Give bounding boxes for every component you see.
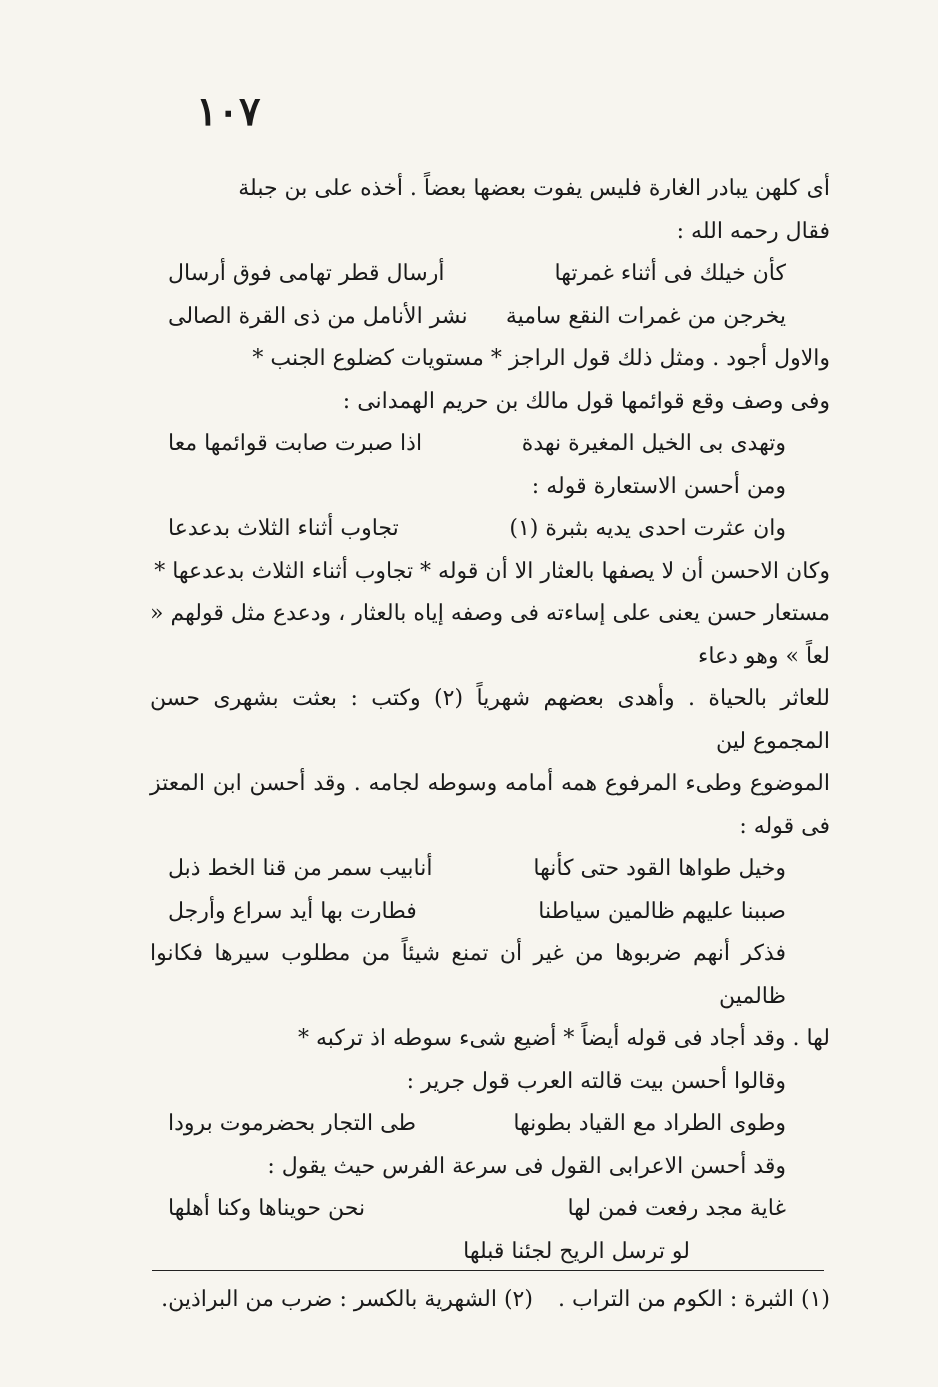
- page-number: ١٠٧: [196, 88, 261, 135]
- verse-line: [150, 891, 830, 934]
- verse-first-hemistich: وطوى الطراد مع القياد بطونها: [513, 1111, 786, 1136]
- prose-line: وفى وصف وقع قوائمها قول مالك بن حريم الهمدانى :: [342, 388, 830, 414]
- prose-line: الموضوع وطىء المرفوع همه أمامه وسوطه لجامه . وقد أحسن ابن المعتز فى قوله :: [150, 771, 830, 839]
- verse-second-hemistich: طى التجار بحضرموت برودا: [168, 1111, 417, 1136]
- prose-line: أى كلهن يبادر الغارة فليس يفوت بعضها بعضاً . أخذه على بن جبلة: [238, 176, 830, 201]
- verse-line: [150, 1231, 830, 1274]
- verse-line: [150, 508, 830, 551]
- verse-line: [150, 296, 830, 339]
- verse-first-hemistich: وتهدى بى الخيل المغيرة نهدة: [521, 431, 786, 456]
- verse-line: [150, 423, 830, 466]
- verse-second-hemistich: نحن حويناها وكنا أهلها: [168, 1196, 366, 1221]
- verse-second-hemistich: أنابيب سمر من قنا الخط ذبل: [168, 856, 433, 881]
- verse-line: [150, 1103, 830, 1146]
- verse-line: [150, 253, 830, 296]
- verse-first-hemistich: وان عثرت احدى يديه بثبرة (١): [509, 516, 786, 541]
- prose-line: وقالوا أحسن بيت قالته العرب قول جرير :: [406, 1068, 786, 1094]
- verse-line: [150, 1188, 830, 1231]
- verse-line: [150, 848, 830, 891]
- verse-first-hemistich: غاية مجد رفعت فمن لها: [567, 1196, 786, 1221]
- footnotes: [150, 1280, 830, 1320]
- verse-first-hemistich: صببنا عليهم ظالمين سياطنا: [538, 898, 786, 924]
- verse-first-hemistich: يخرجن من غمرات النقع سامية: [505, 303, 786, 329]
- verse-second-hemistich: اذا صبرت صابت قوائمها معا: [168, 431, 423, 456]
- verse-first-hemistich: وخيل طواها القود حتى كأنها: [533, 856, 786, 881]
- body-text: [150, 168, 830, 1273]
- verse-second-hemistich: فطارت بها أيد سراع وأرجل: [168, 898, 417, 924]
- footnote-rule: [152, 1270, 824, 1271]
- verse-second-hemistich: تجاوب أثناء الثلاث بدعدعا: [168, 516, 399, 541]
- footnote-1: (١) الثبرة : الكوم من التراب .: [557, 1287, 830, 1312]
- prose-line: وكان الاحسن أن لا يصفها بالعثار الا أن قوله * تجاوب أثناء الثلاث بدعدعها *: [154, 558, 830, 584]
- prose-line: فذكر أنهم ضربوها من غير أن تمنع شيئاً من مطلوب سيرها فكانوا ظالمين: [150, 941, 786, 1009]
- prose-line: وقد أحسن الاعرابى القول فى سرعة الفرس حيث يقول :: [267, 1153, 786, 1179]
- verse-second-hemistich: أرسال قطر تهامى فوق أرسال: [168, 261, 445, 286]
- verse-hemistich: لو ترسل الريح لجئنا قبلها: [463, 1238, 690, 1264]
- prose-line: مستعار حسن يعنى على إساءته فى وصفه إياه بالعثار ، ودعدع مثل قولهم « لعاً » وهو دعاء: [150, 601, 830, 669]
- verse-first-hemistich: كأن خيلك فى أثناء غمرتها: [554, 261, 786, 286]
- prose-line: للعاثر بالحياة . وأهدى بعضهم شهرياً (٢) وكتب : بعثت بشهرى حسن المجموع لين: [150, 686, 830, 754]
- prose-line: والاول أجود . ومثل ذلك قول الراجز * مستويات كضلوع الجنب *: [252, 346, 830, 371]
- verse-second-hemistich: نشر الأنامل من ذى القرة الصالى: [168, 303, 468, 329]
- prose-line: لها . وقد أجاد فى قوله أيضاً * أضيع شىء سوطه اذ تركبه *: [297, 1026, 830, 1051]
- prose-line: فقال رحمه الله :: [676, 218, 830, 244]
- footnote-2: (٢) الشهرية بالكسر : ضرب من البراذين.: [161, 1287, 533, 1312]
- prose-line: ومن أحسن الاستعارة قوله :: [531, 473, 786, 499]
